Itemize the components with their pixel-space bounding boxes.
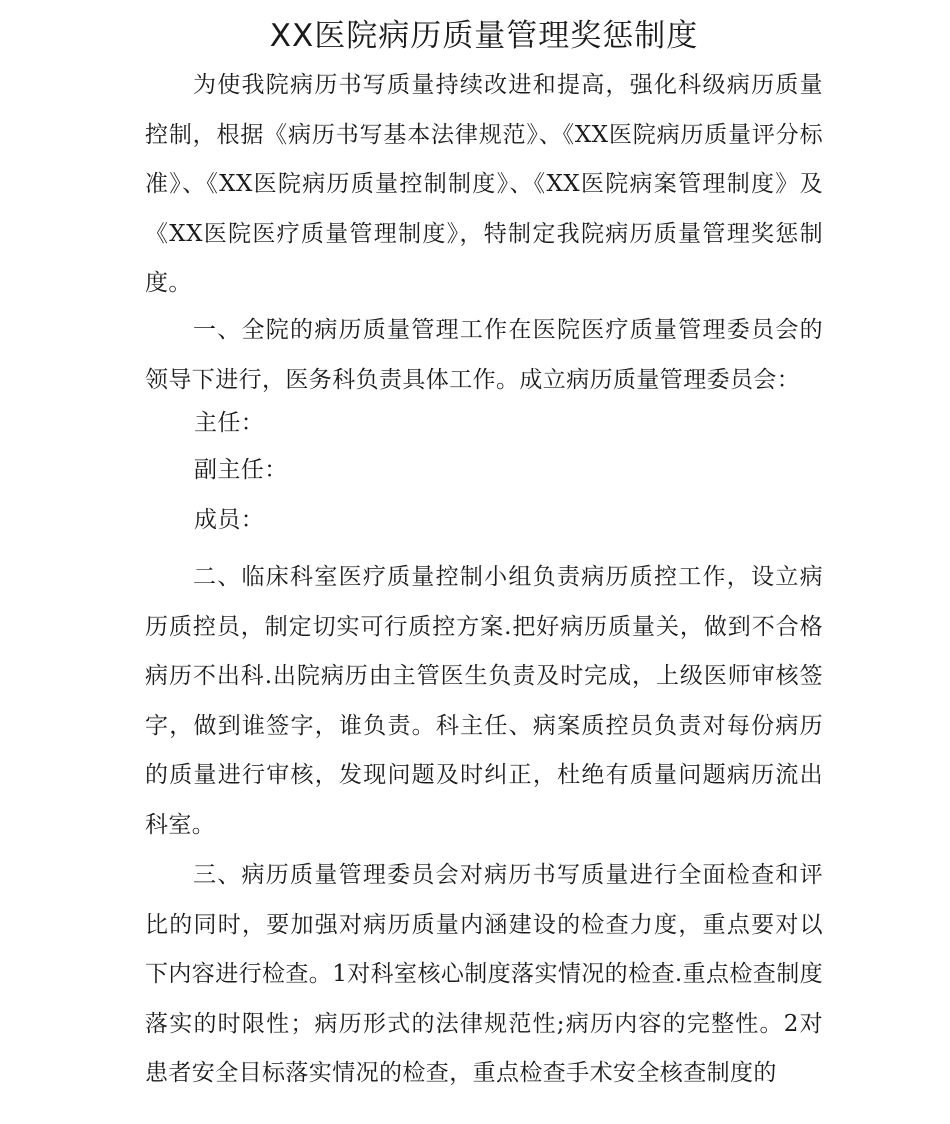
section-one-paragraph: 一、全院的病历质量管理工作在医院医疗质量管理委员会的领导下进行，医务科负责具体工作。成立病历质量管理委员会： xyxy=(145,317,823,393)
section-two-paragraph: 二、临床科室医疗质量控制小组负责病历质控工作，设立病历质控员，制定切实可行质控方案.把好病历质量关，做到不合格病历不出科.出院病历由主管医生负责及时完成，上级医师审核签字，做到谁签字，谁负责。科主任、病案质控员负责对每份病历的质量进行审核，发现问题及时纠正，杜绝有质量问题病历流出科室。 xyxy=(145,564,823,838)
committee-deputy-line: 副主任： xyxy=(194,457,288,483)
committee-members-line: 成员： xyxy=(194,507,265,533)
committee-director-line: 主任： xyxy=(194,410,265,436)
section-three-paragraph: 三、病历质量管理委员会对病历书写质量进行全面检查和评比的同时，要加强对病历质量内涵建设的检查力度，重点要对以下内容进行检查。1对科室核心制度落实情况的检查.重点检查制度落实的时限性；病历形式的法律规范性;病历内容的完整性。2对患者安全目标落实情况的检查，重点检查手术安全核查制度的 xyxy=(145,862,823,1087)
intro-paragraph: 为使我院病历书写质量持续改进和提高，强化科级病历质量控制，根据《病历书写基本法律规范》、《XX医院病历质量评分标准》、《XX医院病历质量控制制度》、《XX医院病案管理制度》及《XX医院医疗质量管理制度》，特制定我院病历质量管理奖惩制度。 xyxy=(145,72,823,297)
document-title: XX医院病历质量管理奖惩制度 xyxy=(269,18,699,54)
